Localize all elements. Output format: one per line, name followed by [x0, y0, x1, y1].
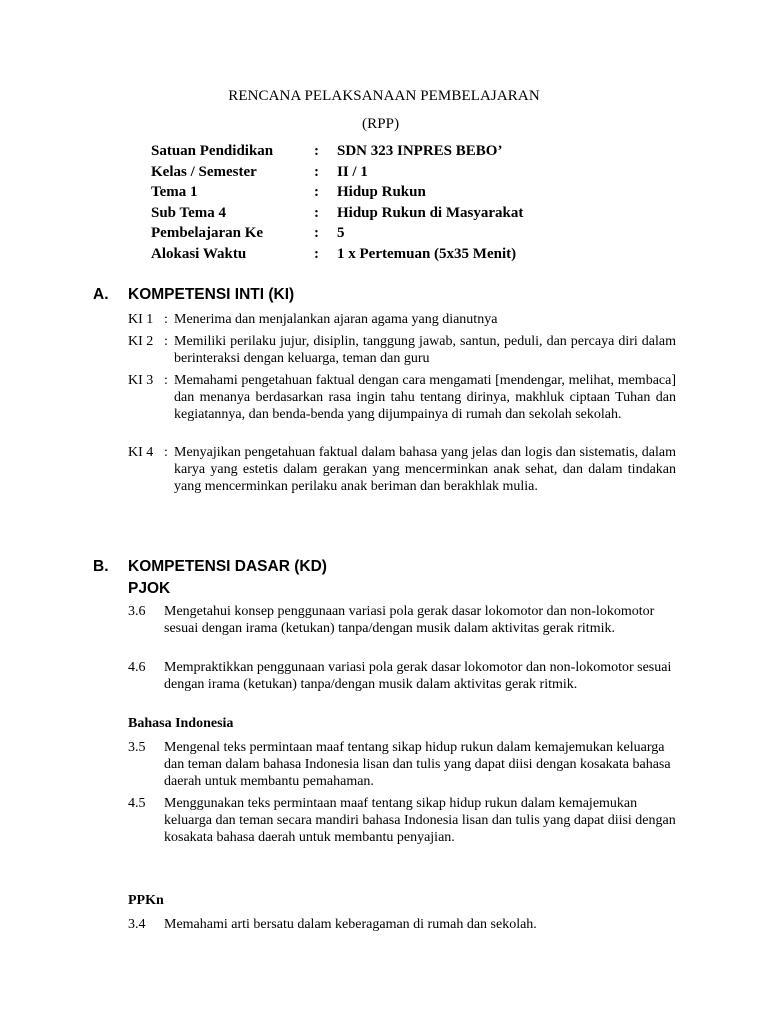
subject-heading-pjok: PJOK: [128, 580, 171, 597]
kd-text: Mempraktikkan penggunaan variasi pola gerak dasar lokomotor dan non-lokomotor sesuai dengan irama (ketukan) tanpa/dengan musik dalam aktivitas gerak ritmik.: [164, 660, 672, 692]
document-title: RENCANA PELAKSANAAN PEMBELAJARAN: [228, 88, 540, 104]
kd-number: 3.6: [128, 604, 146, 619]
ki-text: Memahami pengetahuan faktual dengan cara mengamati [mendengar, melihat, membaca] dan menanya berdasarkan rasa ingin tahu tentang dirinya, makhluk ciptaan Tuhan dan kegiatannya, dan benda-benda yang dijumpainya di rumah dan sekolah sekolah.: [174, 373, 676, 422]
kd-number: 3.4: [128, 917, 146, 932]
ki-text: Menyajikan pengetahuan faktual dalam bahasa yang jelas dan logis dan sistematis, dalam karya yang estetis dalam gerakan yang mencerminkan anak sehat, dan dalam tindakan yang mencerminkan perilaku anak beriman dan berakhlak mulia.: [174, 445, 676, 494]
identity-colon: :: [314, 246, 319, 262]
kd-text: Mengetahui konsep penggunaan variasi pola gerak dasar lokomotor dan non-lokomotor sesuai dengan irama (ketukan) tanpa/dengan musik dalam aktivitas gerak ritmik.: [164, 604, 655, 636]
subject-heading-bahasa-indonesia: Bahasa Indonesia: [128, 716, 234, 731]
ki-colon: :: [164, 445, 168, 460]
identity-value: SDN 323 INPRES BEBO’: [337, 143, 503, 159]
identity-row-class: [151, 162, 711, 182]
section-b-letter: B.: [93, 558, 109, 575]
identity-colon: :: [314, 205, 319, 221]
ki-colon: :: [164, 312, 168, 327]
ki-text: Memiliki perilaku jujur, disiplin, tanggung jawab, santun, peduli, dan percaya diri dalam berinteraksi dengan keluarga, teman dan guru: [174, 334, 676, 366]
identity-row-school: [151, 141, 711, 161]
kd-number: 4.6: [128, 660, 146, 675]
identity-row-lesson: [151, 223, 711, 243]
identity-label: Sub Tema 4: [151, 205, 227, 221]
ki-text: Menerima dan menjalankan ajaran agama yang dianutnya: [174, 312, 498, 327]
identity-label: Pembelajaran Ke: [151, 225, 264, 241]
subject-heading-ppkn: PPKn: [128, 893, 164, 908]
identity-value: Hidup Rukun di Masyarakat: [337, 205, 524, 221]
identity-value: 5: [337, 225, 345, 241]
identity-label: Satuan Pendidikan: [151, 143, 274, 159]
ki-code: KI 1: [128, 312, 154, 327]
ki-code: KI 3: [128, 373, 154, 388]
identity-value: 1 x Pertemuan (5x35 Menit): [337, 246, 517, 262]
identity-row-theme: [151, 182, 711, 202]
identity-value: Hidup Rukun: [337, 184, 426, 200]
identity-label: Tema 1: [151, 184, 198, 200]
ki-colon: :: [164, 334, 168, 349]
kd-number: 4.5: [128, 796, 146, 811]
identity-row-subtheme: [151, 203, 711, 223]
identity-colon: :: [314, 184, 319, 200]
kd-text: Mengenal teks permintaan maaf tentang sikap hidup rukun dalam kemajemukan keluarga dan teman dalam bahasa Indonesia lisan dan tulis yang dapat diisi dengan kosakata bahasa daerah untuk membantu pemahaman.: [164, 740, 671, 789]
section-b-heading: KOMPETENSI DASAR (KD): [128, 558, 327, 575]
identity-label: Kelas / Semester: [151, 164, 257, 180]
identity-label: Alokasi Waktu: [151, 246, 247, 262]
identity-value: II / 1: [337, 164, 368, 180]
ki-code: KI 2: [128, 334, 154, 349]
ki-colon: :: [164, 373, 168, 388]
identity-colon: :: [314, 225, 319, 241]
identity-colon: :: [314, 143, 319, 159]
section-a-letter: A.: [93, 286, 109, 303]
document-subtitle: (RPP): [362, 116, 400, 132]
identity-colon: :: [314, 164, 319, 180]
kd-text: Memahami arti bersatu dalam keberagaman di rumah dan sekolah.: [164, 917, 537, 932]
section-a-heading: KOMPETENSI INTI (KI): [128, 286, 295, 303]
kd-text: Menggunakan teks permintaan maaf tentang sikap hidup rukun dalam kemajemukan keluarga dan teman secara mandiri bahasa Indonesia lisan dan tulis yang dapat diisi dengan kosakata bahasa daerah untuk membantu penyajian.: [164, 796, 676, 845]
ki-code: KI 4: [128, 445, 154, 460]
kd-number: 3.5: [128, 740, 146, 755]
identity-row-time: [151, 244, 711, 264]
